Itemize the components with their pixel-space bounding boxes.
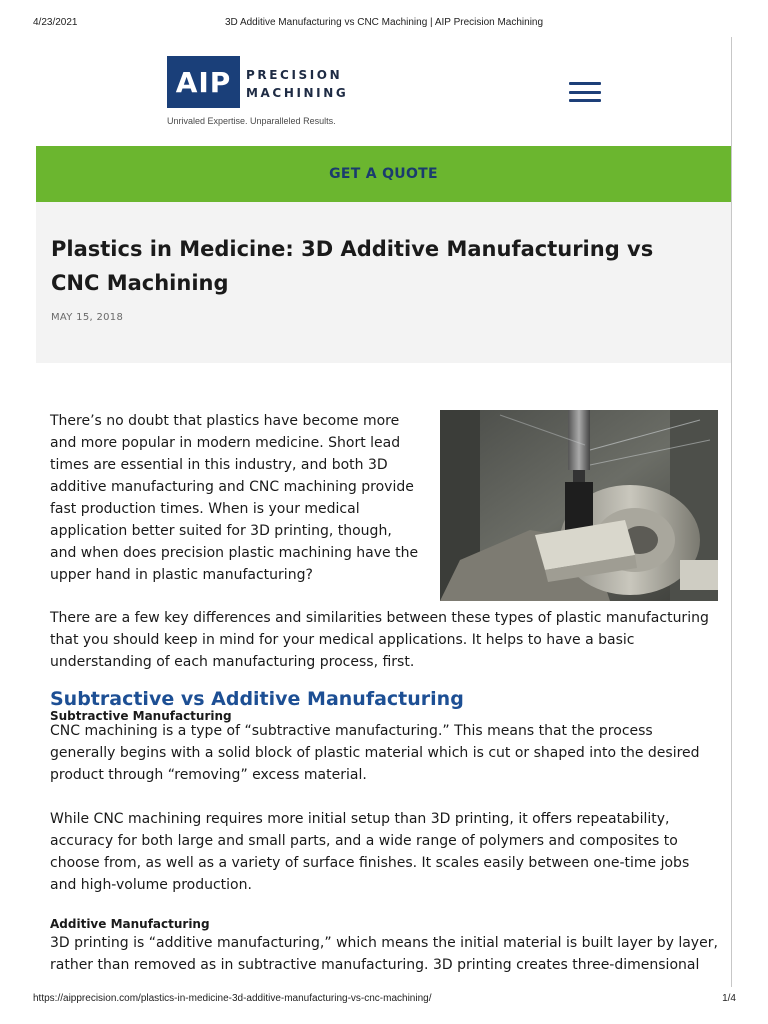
- aip-logo-mark[interactable]: AIP: [167, 56, 240, 108]
- print-document-title: 3D Additive Manufacturing vs CNC Machining | AIP Precision Machining: [224, 17, 544, 28]
- menu-bar: [569, 99, 601, 102]
- section-heading: Subtractive vs Additive Manufacturing: [50, 688, 464, 710]
- print-page-number: 1/4: [722, 993, 736, 1004]
- tagline: Unrivaled Expertise. Unparalleled Results.: [167, 116, 336, 126]
- get-a-quote-label: GET A QUOTE: [329, 166, 438, 182]
- cnc-machining-photo: [440, 410, 718, 601]
- subtractive-subheading: Subtractive Manufacturing: [50, 709, 232, 723]
- additive-paragraph-1: 3D printing is “additive manufacturing,” which means the initial material is built layer by layer, rather than removed as in subtractive manufacturing. 3D printing creates three-dimensional: [50, 935, 718, 973]
- additive-subheading: Additive Manufacturing: [50, 917, 210, 931]
- print-date: 4/23/2021: [33, 17, 78, 28]
- page-title: Plastics in Medicine: 3D Additive Manufacturing vs CNC Machining: [51, 237, 654, 295]
- get-a-quote-button[interactable]: [36, 146, 731, 202]
- aip-logo-wordmark[interactable]: [246, 66, 348, 102]
- cnc-machine-illustration: [440, 410, 718, 601]
- hamburger-menu-icon[interactable]: [569, 82, 601, 102]
- article-header: [36, 202, 731, 363]
- logo-line-machining: MACHINING: [246, 86, 349, 100]
- menu-bar: [569, 91, 601, 94]
- menu-bar: [569, 82, 601, 85]
- subtractive-paragraph-2: While CNC machining requires more initial setup than 3D printing, it offers repeatability, accuracy for both large and small parts, and a wide range of polymers and composites to choose from, as well as a variety of surface finishes. It scales easily between one-time jobs and high-volume production.: [50, 811, 690, 893]
- overview-paragraph: There are a few key differences and similarities between these types of plastic manufacturing that you should keep in mind for your medical applications. It helps to have a basic understanding of each manufacturing process, first.: [50, 610, 709, 670]
- page-edge-divider: [731, 37, 732, 987]
- logo-line-precision: PRECISION: [246, 68, 343, 82]
- print-footer: [0, 993, 768, 1007]
- intro-paragraph: There’s no doubt that plastics have become more and more popular in modern medicine. Short lead times are essential in this industry, and both 3D additive manufacturing and CNC machining provide fast production times. When is your medical application better suited for 3D printing, though, and when does precision plastic machining have the upper hand in plastic manufacturing?: [50, 413, 419, 583]
- print-header: [0, 17, 768, 31]
- post-date: MAY 15, 2018: [51, 312, 124, 323]
- subtractive-paragraph-1: CNC machining is a type of “subtractive manufacturing.” This means that the process generally begins with a solid block of plastic material which is cut or shaped into the desired product through “removing” excess material.: [50, 723, 700, 783]
- print-url: https://aipprecision.com/plastics-in-medicine-3d-additive-manufacturing-vs-cnc-machining/: [33, 993, 432, 1004]
